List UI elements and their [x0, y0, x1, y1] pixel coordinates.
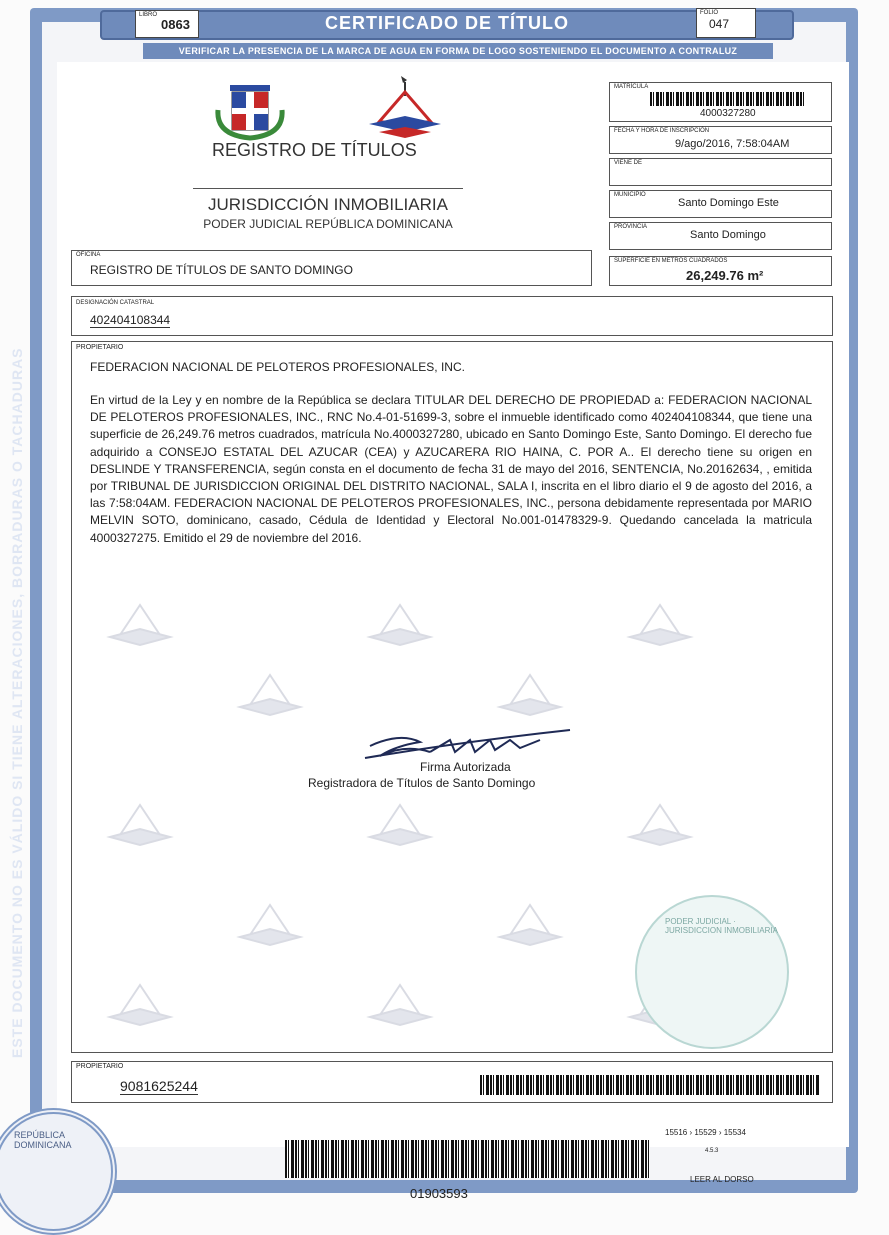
superficie-box: SUPERFICIE EN METROS CUADRADOS 26,249.76 m²: [609, 256, 832, 286]
reference-codes: 15516 › 15529 › 15534: [665, 1128, 746, 1137]
viene-de-box: VIENE DE: [609, 158, 832, 186]
jurisdiction-block: JURISDICCIÓN INMOBILIARIA PODER JUDICIAL REPÚBLICA DOMINICANA: [193, 188, 463, 231]
version-code: 4.5.3: [705, 1148, 719, 1154]
side-warning: ESTE DOCUMENTO NO ES VÁLIDO SI TIENE ALTERACIONES, BORRADURAS O TACHADURAS: [9, 347, 25, 1058]
republic-seal: REPÚBLICA DOMINICANA: [0, 1108, 117, 1235]
folio-box: FOLIO 047: [696, 8, 756, 38]
coat-of-arms-icon: [208, 80, 293, 142]
fecha-box: FECHA Y HORA DE INSCRIPCIÓN 9/ago/2016, 7:58:04AM: [609, 126, 832, 154]
judicial-seal: PODER JUDICIAL · JURISDICCION INMOBILIARIA: [635, 895, 789, 1049]
document-number: 9081625244: [120, 1078, 198, 1094]
registry-logo-icon: [365, 72, 445, 142]
certificate-title: CERTIFICADO DE TÍTULO: [100, 10, 794, 40]
registry-title: REGISTRO DE TÍTULOS: [212, 140, 417, 160]
provincia-box: PROVINCIA Santo Domingo: [609, 222, 832, 250]
matricula-barcode: [650, 92, 805, 106]
verify-banner: VERIFICAR LA PRESENCIA DE LA MARCA DE AGUA EN FORMA DE LOGO SOSTENIENDO EL DOCUMENTO A CONTRALUZ: [143, 43, 773, 59]
owner-box: PROPIETARIO: [71, 341, 833, 1053]
owner-name: FEDERACION NACIONAL DE PELOTEROS PROFESIONALES, INC.: [90, 360, 465, 374]
designacion-box: DESIGNACIÓN CATASTRAL 402404108344: [71, 296, 833, 336]
municipio-box: MUNICIPIO Santo Domingo Este: [609, 190, 832, 218]
owner-footer-box: PROPIETARIO: [71, 1061, 833, 1103]
signature-label: Firma Autorizada: [420, 760, 511, 774]
read-back-note: LEER AL DORSO: [690, 1175, 754, 1184]
bottom-barcode: [285, 1140, 650, 1178]
libro-box: LIBRO 0863: [135, 10, 199, 38]
title-declaration-text: En virtud de la Ley y en nombre de la República se declara TITULAR DEL DERECHO DE PROPIEDAD a: FEDERACION NACIONAL DE PELOTEROS PROFESIONALES, INC., RNC No.4-01-51699-3, sobre el inmueble identificado como 402404108344, que tiene una superficie de 26,249.76 metros cuadrados, matrícula No.4000327280, ubicado en Santo Domingo Este, Santo Domingo. El derecho fue adquirido a CONSEJO ESTATAL DEL AZUCAR (CEA) y AZUCARERA RIO HAINA, C. POR A.. El derecho tiene su origen en DESLINDE Y TRANSFERENCIA, según consta en el documento de fecha 31 de mayo del 2016, SENTENCIA, No.20162634, , emitida por TRIBUNAL DE JURISDICCION ORIGINAL DEL DISTRITO NACIONAL, SALA I, inscrita en el libro diario el 9 de agosto del 2016, a las 7:58:04AM. FEDERACION NACIONAL DE PELOTEROS PROFESIONALES, INC., persona debidamente representada por MARIO MELVIN SOTO, dominicano, casado, Cédula de Identidad y Electoral No.001-01478329-9. Quedando cancelada la matricula 4000327275. Emitido el 29 de noviembre del 2016.: [90, 393, 812, 545]
registrar-name: Registradora de Títulos de Santo Domingo: [308, 776, 536, 790]
oficina-box: OFICINA REGISTRO DE TÍTULOS DE SANTO DOMINGO: [71, 250, 592, 286]
footer-barcode: [480, 1075, 820, 1095]
matricula-box: MATRÍCULA 4000327280: [609, 82, 832, 122]
bottom-serial: 01903593: [410, 1186, 468, 1201]
